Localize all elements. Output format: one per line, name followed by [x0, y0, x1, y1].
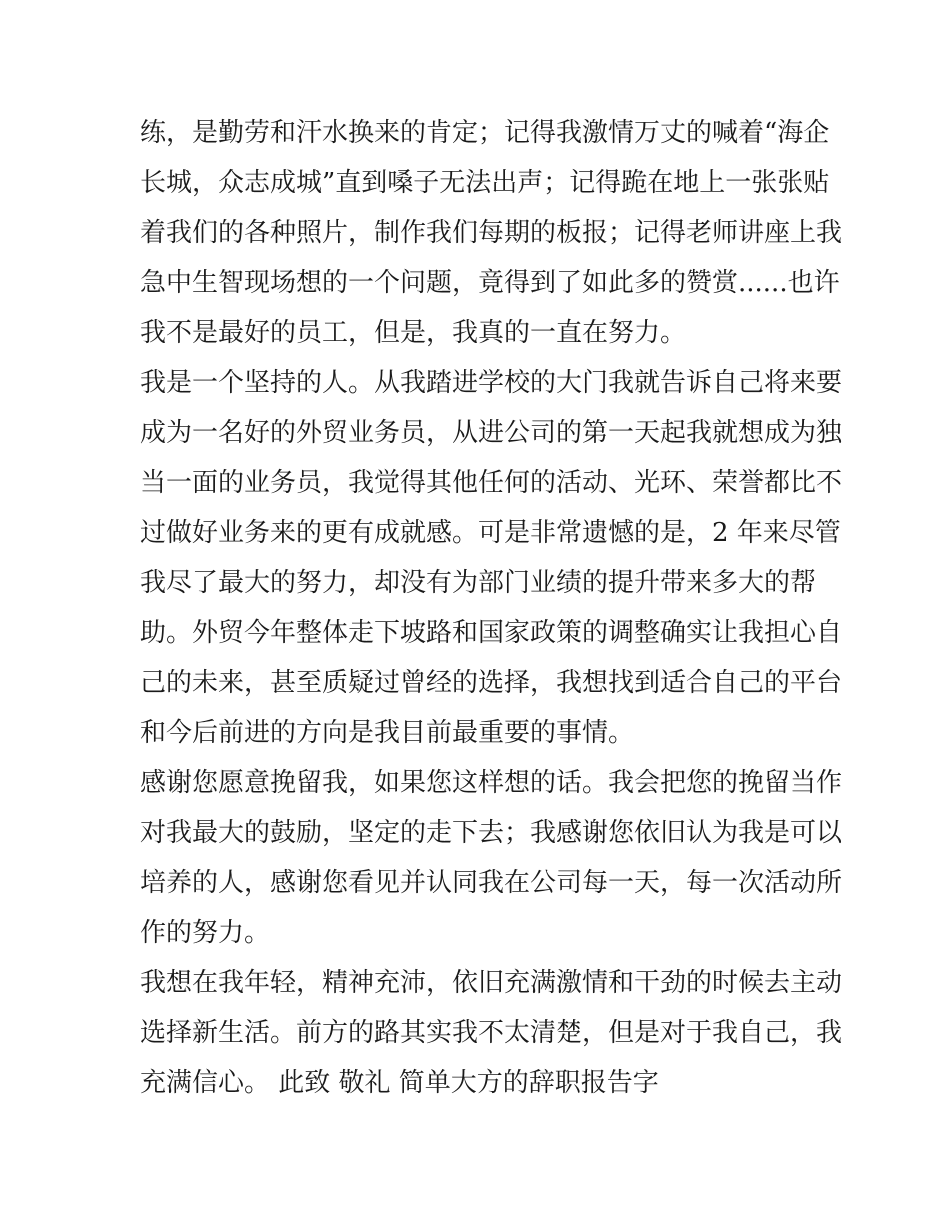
text-line: 长城，众志成城”直到嗓子无法出声；记得跪在地上一张张贴	[140, 168, 830, 198]
text-line: 练，是勤劳和汗水换来的肯定；记得我激情万丈的喊着“海企	[140, 118, 830, 148]
text-line: 急中生智现场想的一个问题，竟得到了如此多的赞赏......也许	[140, 268, 840, 298]
text-line: 我尽了最大的努力，却没有为部门业绩的提升带来多大的帮	[140, 568, 817, 598]
text-line: 我想在我年轻，精神充沛，依旧充满激情和干劲的时候去主动	[140, 968, 843, 998]
text-line: 着我们的各种照片，制作我们每期的板报；记得老师讲座上我	[140, 218, 843, 248]
text-line: 感谢您愿意挽留我，如果您这样想的话。我会把您的挽留当作	[140, 768, 843, 798]
text-line: 充满信心。 此致 敬礼 简单大方的辞职报告字	[140, 1068, 659, 1098]
text-line: 当一面的业务员，我觉得其他任何的活动、光环、荣誉都比不	[140, 468, 843, 498]
text-line: 选择新生活。前方的路其实我不太清楚，但是对于我自己，我	[140, 1018, 843, 1048]
text-line: 作的努力。	[140, 918, 271, 948]
text-line: 己的未来，甚至质疑过曾经的选择，我想找到适合自己的平台	[140, 668, 843, 698]
body-text	[140, 108, 843, 1108]
text-line: 成为一名好的外贸业务员，从进公司的第一天起我就想成为独	[140, 418, 843, 448]
text-line: 我不是最好的员工，但是，我真的一直在努力。	[140, 318, 687, 348]
text-line: 对我最大的鼓励，坚定的走下去；我感谢您依旧认为我是可以	[140, 818, 843, 848]
text-line: 和今后前进的方向是我目前最重要的事情。	[140, 718, 635, 748]
text-line: 过做好业务来的更有成就感。可是非常遗憾的是，2 年来尽管	[140, 518, 841, 548]
text-line: 我是一个坚持的人。从我踏进学校的大门我就告诉自己将来要	[140, 368, 843, 398]
text-line: 培养的人，感谢您看见并认同我在公司每一天，每一次活动所	[140, 868, 843, 898]
text-line: 助。外贸今年整体走下坡路和国家政策的调整确实让我担心自	[140, 618, 843, 648]
